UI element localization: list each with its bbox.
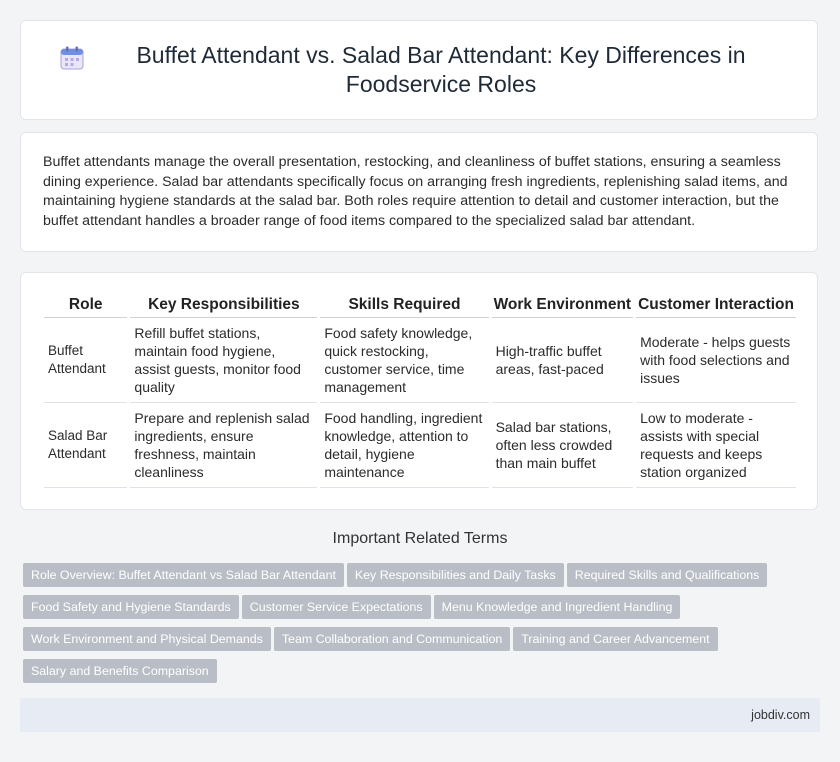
related-terms-list: [23, 563, 803, 691]
column-header-skills: Skills Required: [320, 291, 488, 318]
column-header-responsibilities: Key Responsibilities: [130, 291, 317, 318]
column-header-interaction: Customer Interaction: [636, 291, 796, 318]
related-term-tag[interactable]: Role Overview: Buffet Attendant vs Salad Bar Attendant: [23, 563, 344, 587]
related-term-tag[interactable]: Team Collaboration and Communication: [274, 627, 510, 651]
table-row: [44, 318, 796, 403]
related-term-tag[interactable]: Food Safety and Hygiene Standards: [23, 595, 239, 619]
table-cell: Salad bar stations, often less crowded than main buffet: [492, 403, 634, 488]
title-card: [20, 20, 818, 120]
column-header-role: Role: [44, 291, 127, 318]
intro-card: [20, 132, 818, 252]
table-row: [44, 403, 796, 488]
table-cell: Food handling, ingredient knowledge, attention to detail, hygiene maintenance: [320, 403, 488, 488]
related-term-tag[interactable]: Training and Career Advancement: [513, 627, 717, 651]
related-terms-heading: Important Related Terms: [332, 530, 508, 547]
related-term-tag[interactable]: Work Environment and Physical Demands: [23, 627, 271, 651]
table-cell: High-traffic buffet areas, fast-paced: [492, 318, 634, 403]
table-cell: Refill buffet stations, maintain food hygiene, assist guests, monitor food quality: [130, 318, 317, 403]
related-term-tag[interactable]: Customer Service Expectations: [242, 595, 431, 619]
title-wrap: [59, 41, 779, 99]
table-cell-role: Buffet Attendant: [44, 318, 127, 403]
comparison-table-card: [20, 272, 818, 510]
related-term-tag[interactable]: Menu Knowledge and Ingredient Handling: [434, 595, 681, 619]
table-cell: Prepare and replenish salad ingredients, ensure freshness, maintain cleanliness: [130, 403, 317, 488]
table-cell: Moderate - helps guests with food selections and issues: [636, 318, 796, 403]
related-term-tag[interactable]: Required Skills and Qualifications: [567, 563, 768, 587]
comparison-table: [41, 291, 799, 488]
related-term-tag[interactable]: Salary and Benefits Comparison: [23, 659, 217, 683]
table-cell: Low to moderate - assists with special requests and keeps station organized: [636, 403, 796, 488]
table-header-row: [44, 291, 796, 318]
related-term-tag[interactable]: Key Responsibilities and Daily Tasks: [347, 563, 564, 587]
table-cell-role: Salad Bar Attendant: [44, 403, 127, 488]
intro-paragraph: Buffet attendants manage the overall presentation, restocking, and cleanliness of buffet stations, ensuring a seamless dining experience. Salad bar attendants specifically focus on arranging fresh ingredients, replenishing salad items, and maintaining hygiene standards at the salad bar. Both roles require attention to detail and customer interaction, but the buffet attendant handles a broader range of food items compared to the specialized salad bar attendant.: [43, 154, 788, 229]
calendar-icon: [59, 45, 85, 71]
page-title: Buffet Attendant vs. Salad Bar Attendant: Key Differences in Foodservice Roles: [136, 42, 746, 97]
footer-site-link[interactable]: jobdiv.com: [751, 708, 810, 722]
table-cell: Food safety knowledge, quick restocking, customer service, time management: [320, 318, 488, 403]
column-header-environment: Work Environment: [492, 291, 634, 318]
footer: [20, 698, 820, 732]
